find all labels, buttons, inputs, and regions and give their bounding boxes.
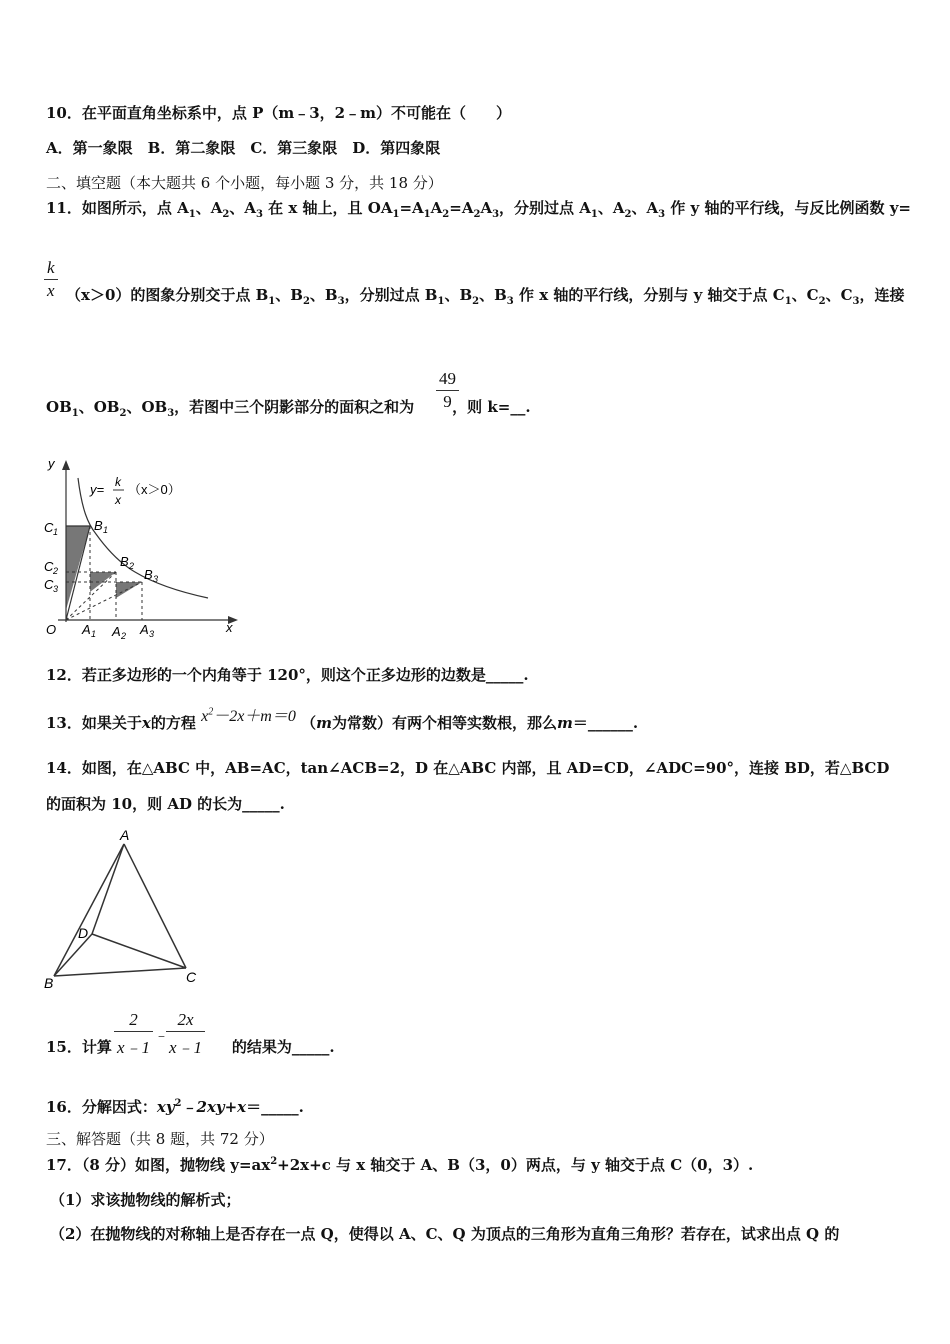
func-x: x: [115, 493, 121, 507]
section3-heading: 三、解答题（共 8 题，共 72 分）: [46, 1130, 274, 1148]
section2-heading: 二、填空题（本大题共 6 个小题，每小题 3 分，共 18 分）: [46, 174, 443, 192]
segment-ad: [92, 844, 124, 934]
label-c1: C: [44, 520, 54, 535]
svg-text:2: 2: [53, 566, 59, 576]
q10-stem: 10．在平面直角坐标系中，点 P（m﹣3，2﹣m）不可能在（ ）: [46, 104, 511, 122]
q14-line1: 14．如图，在△ABC 中，AB=AC，tan∠ACB=2，D 在△ABC 内部，且 AD=CD，∠ADC=90°，连接 BD，若△BCD: [46, 759, 890, 777]
segment-bc: [54, 968, 186, 976]
label-x: x: [226, 620, 233, 635]
label-c2: C: [44, 559, 54, 574]
q14-figure: [40, 826, 210, 992]
label-c: C: [186, 969, 197, 985]
q11-line1: 11．如图所示，点 $A_1$、$A_2$、$A_3$ 在 x 轴上，且 $OA_1=A_1A_2=A_2A_3$，分别过点 $A_1$、$A_2$、$A_3$ 作 y 轴的平行线，与反比例函数 y=: [46, 199, 911, 220]
label-b3: B: [144, 567, 153, 582]
q17-part1: （1）求该抛物线的解析式；: [50, 1191, 241, 1209]
svg-text:3: 3: [53, 584, 59, 594]
label-a2: A: [112, 624, 121, 639]
q10-options: A．第一象限 B．第二象限 C．第三象限 D．第四象限: [46, 139, 441, 157]
q15-fraction-1: $\frac{2}{x﹣1}$: [114, 1010, 153, 1058]
q15-minus: ﹣: [154, 1026, 170, 1044]
svg-text:2: 2: [121, 631, 127, 641]
q11-k-over-x-fraction: $\frac{k}{x}$: [44, 258, 58, 301]
y-axis-arrow-icon: [62, 460, 70, 470]
q16: 16．分解因式：$xy^2﹣2xy+x=\_\_\_\_\_$.: [46, 1098, 304, 1116]
svg-text:2: 2: [129, 561, 135, 571]
label-a3: A: [140, 622, 149, 637]
svg-text:3: 3: [153, 574, 159, 584]
q12: 12．若正多边形的一个内角等于 120°，则这个正多边形的边数是_____.: [46, 666, 529, 684]
q13-equation: $x^2-2x+m=0$: [201, 706, 296, 725]
func-k: k: [115, 475, 121, 489]
q11-figure: [40, 452, 245, 644]
label-b2: B: [120, 554, 129, 569]
func-label: y=: [90, 482, 105, 497]
q11-line2: （x＞0）的图象分别交于点 $B_1$、$B_2$、$B_3$，分别过点 $B_1$、$B_2$、$B_3$ 作 x 轴的平行线，分别与 y 轴交于点 $C_1$、$C_2$、$C_3$，连接: [66, 286, 905, 307]
label-c3: C: [44, 577, 54, 592]
q14-line2: 的面积为 10，则 AD 的长为_____.: [46, 795, 285, 813]
q11-line3: $OB_1$、$OB_2$、$OB_3$，若图中三个阴影部分的面积之和为 ，则 k=__.: [46, 398, 531, 419]
label-origin: O: [46, 622, 57, 637]
svg-text:3: 3: [149, 629, 155, 639]
label-a: A: [120, 827, 130, 843]
label-a1: A: [82, 622, 91, 637]
q15: 15．计算 的结果为_____.: [46, 1038, 335, 1056]
q17-part2: （2）在抛物线的对称轴上是否存在一点 Q，使得以 A、C、Q 为顶点的三角形为直角三角形？若存在，试求出点 Q 的: [50, 1225, 840, 1243]
segment-ab: [54, 844, 124, 976]
q11-area-fraction: $\frac{49}{9}$: [436, 369, 459, 412]
svg-text:1: 1: [53, 527, 59, 537]
q17-stem: 17．（8 分）如图，抛物线 $y=ax^2+2x+c$ 与 x 轴交于 A、B（3，0）两点，与 y 轴交于点 C（0，3）.: [46, 1156, 754, 1174]
q13: 13．如果关于x的方程 $x^2-2x+m=0$ （m为常数）有两个相等实数根，那么m＝______.: [46, 706, 639, 732]
label-b1: B: [94, 518, 103, 533]
label-d: D: [78, 925, 89, 941]
label-y: y: [48, 456, 55, 471]
func-condition: （x＞0）: [128, 482, 181, 497]
q15-fraction-2: $\frac{2x}{x﹣1}$: [166, 1010, 205, 1058]
svg-text:1: 1: [91, 629, 97, 639]
svg-text:1: 1: [103, 525, 109, 535]
segment-ob3: [66, 582, 142, 620]
label-b: B: [44, 975, 54, 991]
